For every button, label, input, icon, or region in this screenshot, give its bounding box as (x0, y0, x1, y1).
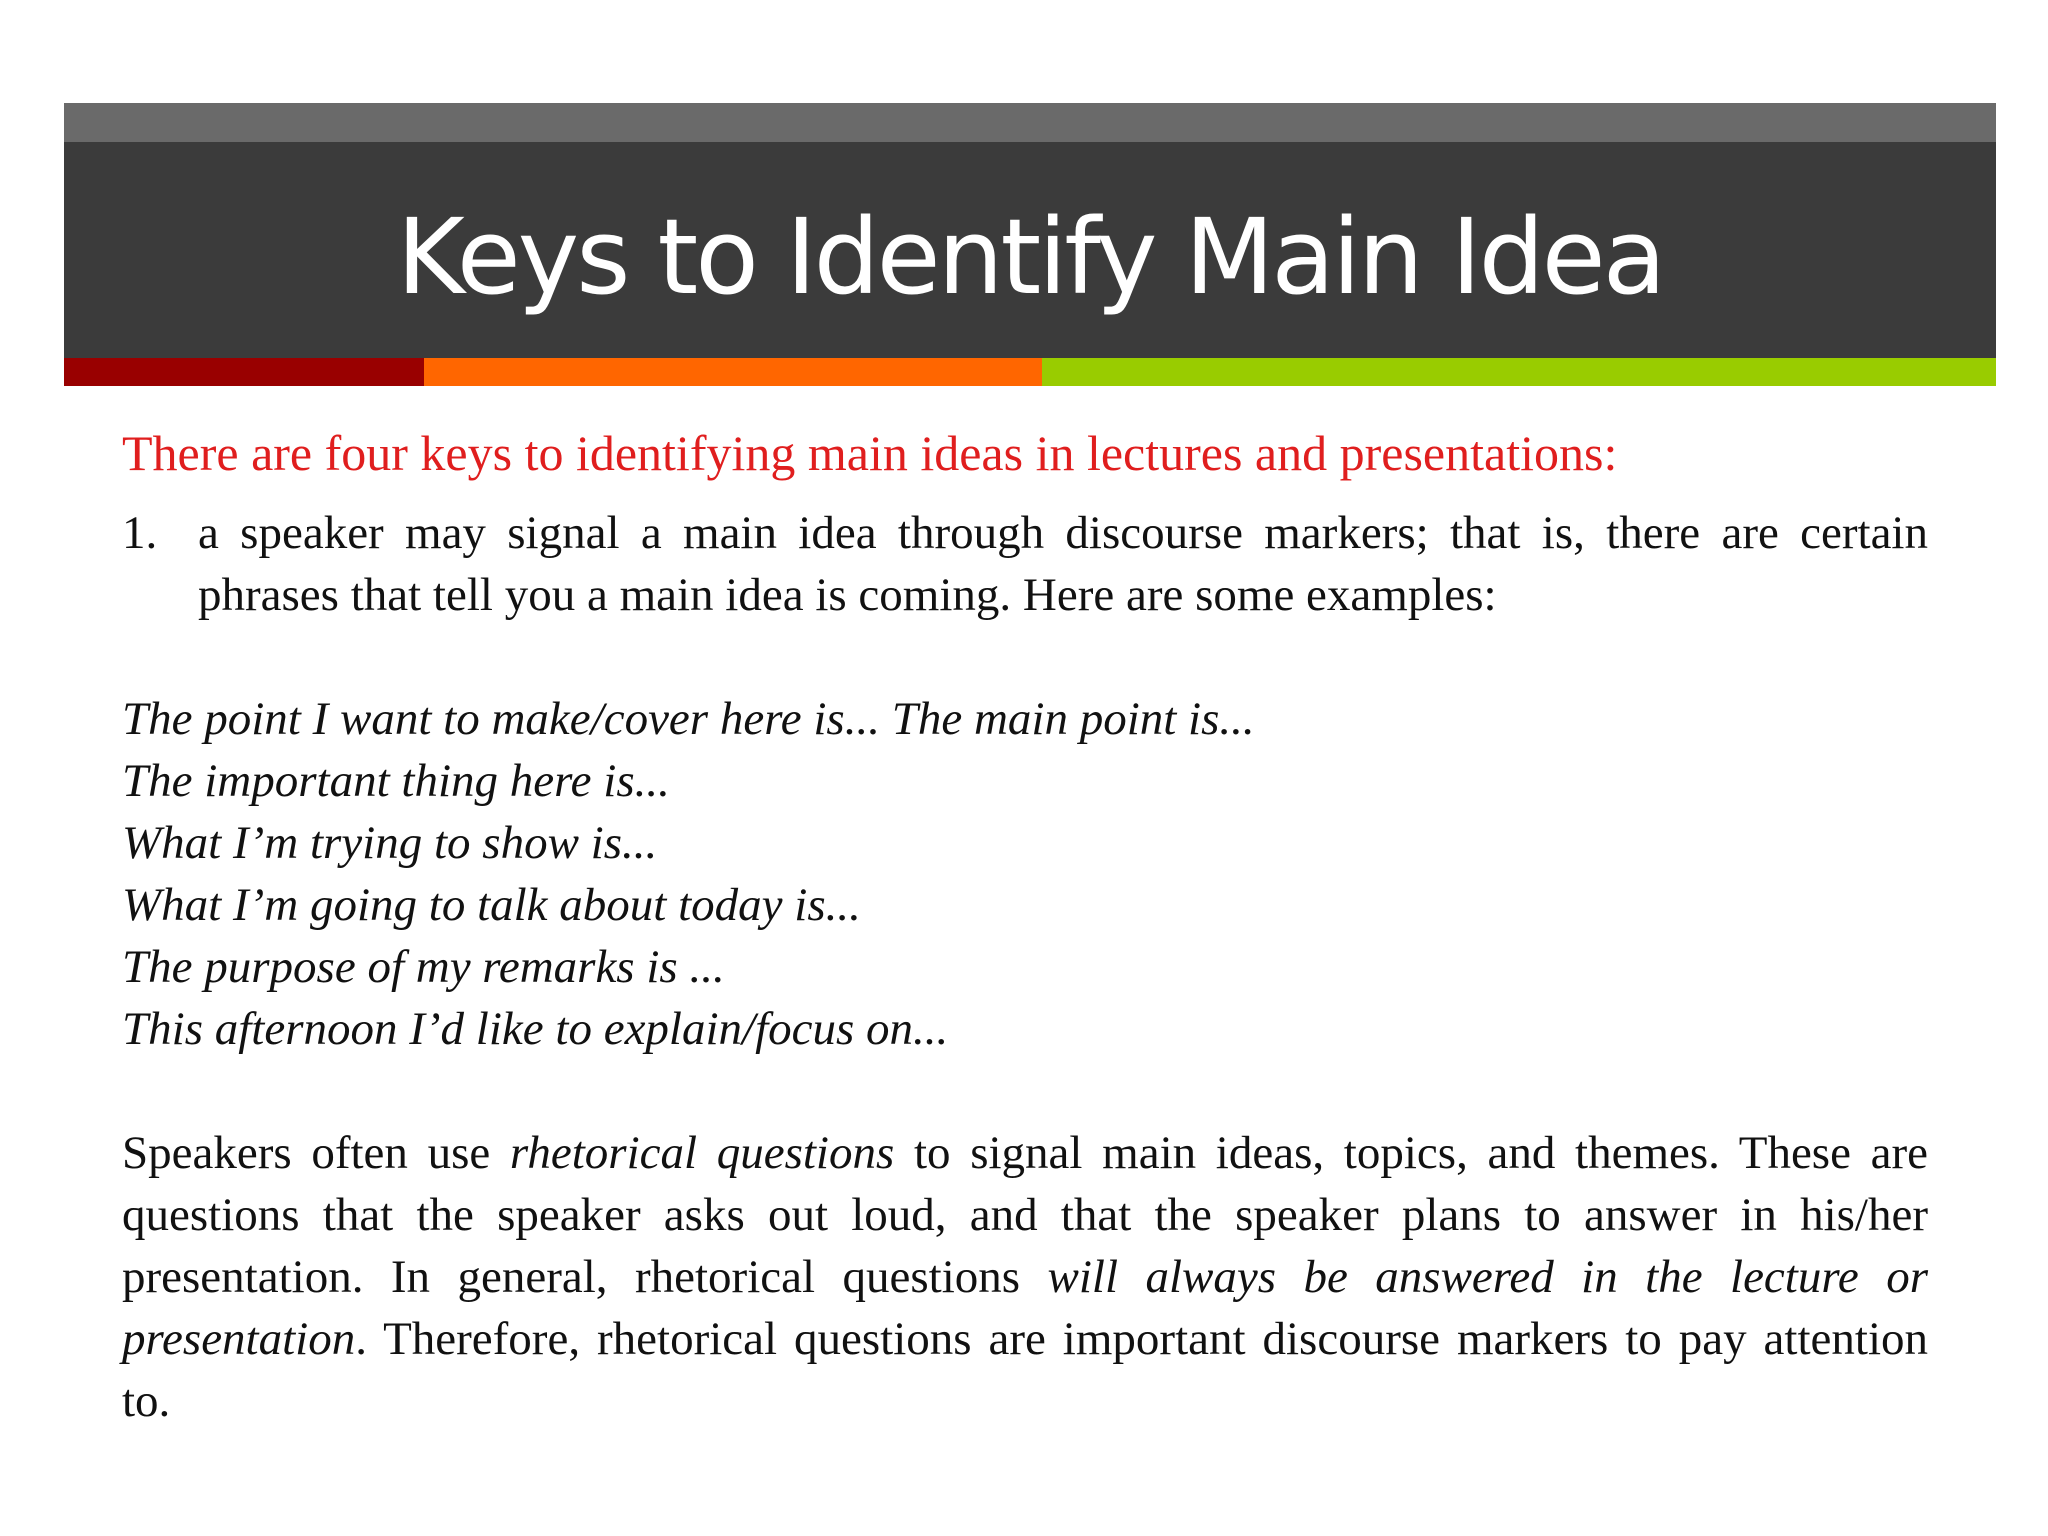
accent-segment-red (64, 358, 424, 386)
paragraph-text: . Therefore, rhetorical questions are important discourse markers to pay attention to. (122, 1313, 1928, 1427)
slide-title: Keys to Identify Main Idea (396, 196, 1664, 318)
paragraph-italic-text: will always be answered in the lecture or presentation (122, 1251, 1928, 1365)
example-phrase: The purpose of my remarks is ... (122, 941, 725, 993)
numbered-item-1 (122, 502, 1928, 626)
accent-segment-orange (424, 358, 1042, 386)
item-number: 1. (122, 507, 158, 559)
example-phrase: The point I want to make/cover here is... The main point is... (122, 693, 1255, 745)
example-phrases (122, 688, 1928, 1060)
title-bar (64, 142, 1996, 358)
example-phrase: What I’m trying to show is... (122, 817, 658, 869)
paragraph-text: to signal main ideas, topics, and themes. These are questions that the speaker asks out loud, and that the speaker plans to answer in his/her presentation. In general, rhetorical questions (122, 1127, 1929, 1303)
accent-bar (64, 358, 1996, 386)
accent-segment-green (1042, 358, 1996, 386)
intro-text: There are four keys to identifying main ideas in lectures and presentations: (122, 425, 1618, 481)
title-top-stripe (64, 103, 1996, 142)
example-phrase: The important thing here is... (122, 755, 670, 807)
paragraph-italic-text: rhetorical questions (509, 1127, 895, 1179)
rhetorical-questions-paragraph (122, 1122, 1928, 1432)
item-text: a speaker may signal a main idea through discourse markers; that is, there are certain phrases that tell you a main idea is coming. Here are some examples: (198, 507, 1928, 621)
paragraph-text: Speakers often use (122, 1127, 510, 1179)
example-phrase: This afternoon I’d like to explain/focus on... (122, 1003, 949, 1055)
example-phrase: What I’m going to talk about today is... (122, 879, 861, 931)
slide-body (122, 418, 1928, 1479)
